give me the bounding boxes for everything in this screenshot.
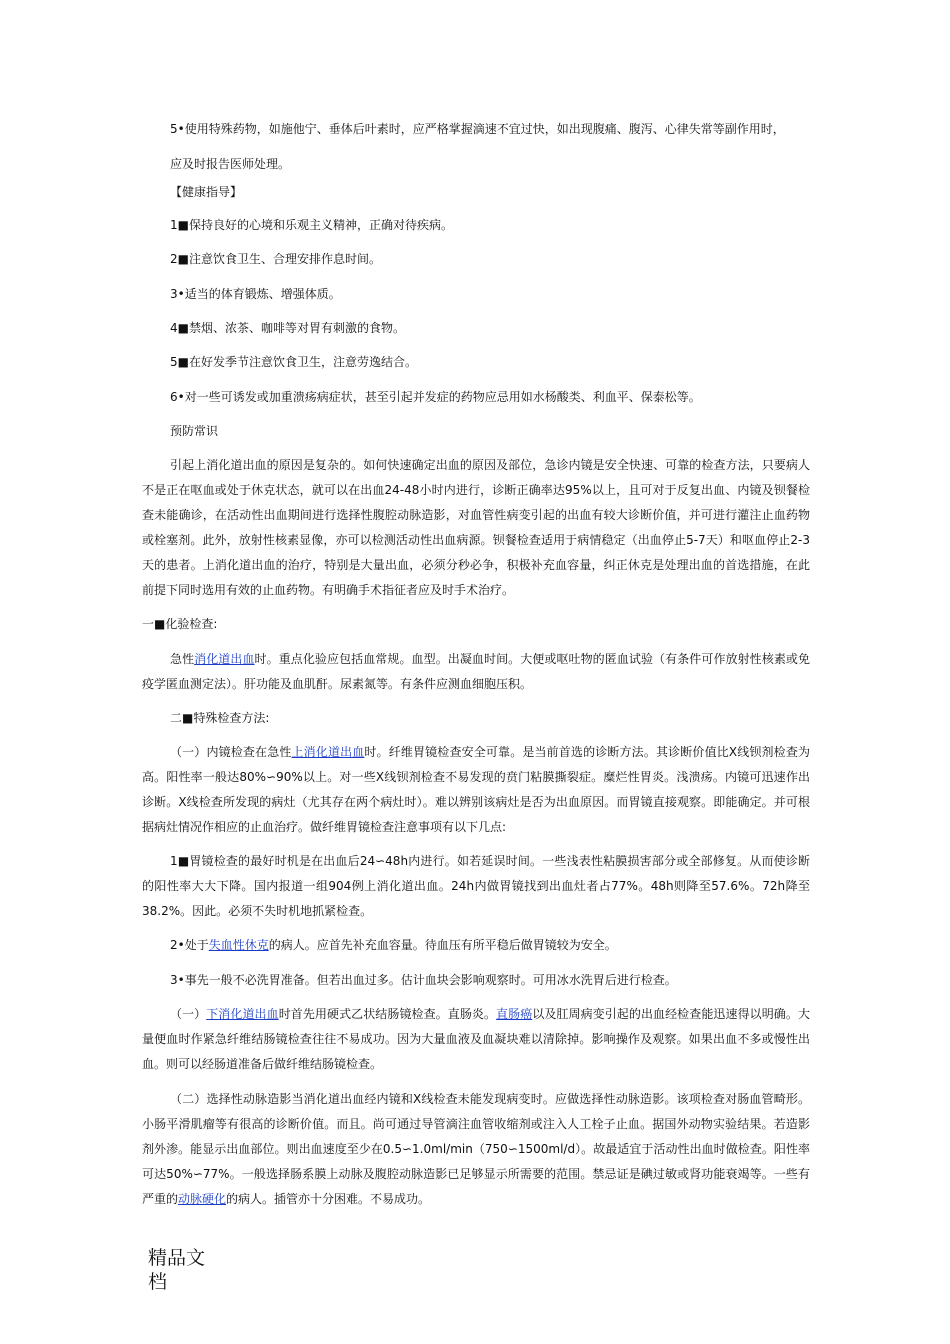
link-arteriosclerosis[interactable]: 动脉硬化 bbox=[178, 1192, 227, 1206]
footer-watermark: 精品文档 bbox=[148, 1247, 206, 1293]
link-hemorrhagic-shock[interactable]: 失血性休克 bbox=[208, 938, 269, 952]
link-rectal-cancer[interactable]: 直肠癌 bbox=[496, 1007, 533, 1021]
health-item-3: 3•适当的体育锻炼、增强体质。 bbox=[170, 287, 341, 301]
link-upper-gi-bleeding[interactable]: 上消化道出血 bbox=[291, 745, 365, 759]
note-item-2: 2•处于失血性休克的病人。应首先补充血容量。待血压有所平稳后做胃镜较为安全。 bbox=[170, 938, 617, 952]
link-digestive-bleeding[interactable]: 消化道出血 bbox=[194, 652, 255, 666]
colonoscopy-paragraph: （一）下消化道出血时首先用硬式乙状结肠镜检查。直肠炎。直肠癌以及肛周病变引起的出血经检查能迅速得以明确。大量便血时作紧急纤维结肠镜检查往往不易成功。因为大量血液及血凝块难以清除掉。影响操作及观察。如果出血不多或慢性出血。则可以经肠道准备后做纤维结肠镜检查。 bbox=[142, 1007, 810, 1071]
special-exam-heading: 二■特殊检查方法: bbox=[170, 711, 270, 725]
health-item-4: 4■禁烟、浓茶、咖啡等对胃有刺激的食物。 bbox=[170, 321, 405, 335]
prevention-heading: 预防常识 bbox=[170, 424, 219, 438]
note-item-1: 1■胃镜检查的最好时机是在出血后24∽48h内进行。如若延误时间。一些浅表性粘膜损害部分或全部修复。从而使诊断的阳性率大大下降。国内报道一组904例上消化道出血。24h内做胃镜找到出血灶者占77%。48h则降至57.6%。72h降至38.2%。因此。必须不失时机地抓紧检查。 bbox=[142, 854, 810, 918]
lab-test-heading: 一■化验检查: bbox=[142, 617, 218, 631]
health-item-6: 6•对一些可诱发或加重溃疡病症状，甚至引起并发症的药物应忌用如水杨酸类、利血平、保泰松等。 bbox=[170, 390, 701, 404]
health-item-5: 5■在好发季节注意饮食卫生，注意劳逸结合。 bbox=[170, 355, 417, 369]
endoscopy-paragraph: （一）内镜检查在急性上消化道出血时。纤维胃镜检查安全可靠。是当前首选的诊断方法。其诊断价值比X线钡剂检查为高。阳性率一般达80%∽90%以上。对一些X线钡剂检查不易发现的贲门粘膜撕裂症。糜烂性胃炎。浅溃疡。内镜可迅速作出诊断。X线检查所发现的病灶（尤其存在两个病灶时）。难以辨别该病灶是否为出血原因。而胃镜直接观察。即能确定。并可根据病灶情况作相应的止血治疗。做纤维胃镜检查注意事项有以下几点: bbox=[142, 745, 810, 834]
health-item-1: 1■保持良好的心境和乐观主义精神，正确对待疾病。 bbox=[170, 218, 453, 232]
angiography-paragraph: （二）选择性动脉造影当消化道出血经内镜和X线检查未能发现病变时。应做选择性动脉造影。该项检查对肠血管畸形。小肠平滑肌瘤等有很高的诊断价值。而且。尚可通过导管滴注血管收缩剂或注入人工栓子止血。据国外动物实验结果。若造影剂外渗。能显示出血部位。则出血速度至少在0.5∽1.0ml/min（750∽1500ml/d）。故最适宜于活动性出血时做检查。阳性率可达50%∽77%。一般选择肠系膜上动脉及腹腔动脉造影已足够显示所需要的范围。禁忌证是碘过敏或肾功能衰竭等。一些有严重的动脉硬化的病人。插管亦十分困难。不易成功。 bbox=[142, 1092, 810, 1206]
note-item-3: 3•事先一般不必洗胃准备。但若出血过多。估计血块会影响观察时。可用冰水洗胃后进行检查。 bbox=[170, 973, 677, 987]
link-lower-gi-bleeding[interactable]: 下消化道出血 bbox=[206, 1007, 279, 1021]
lab-test-paragraph: 急性消化道出血时。重点化验应包括血常规。血型。出凝血时间。大便或呕吐物的匿血试验（有条件可作放射性核素或免疫学匿血测定法）。肝功能及血肌酐。尿素氮等。有条件应测血细胞压积。 bbox=[142, 652, 810, 691]
top-item-5-line1: 5•使用特殊药物，如施他宁、垂体后叶素时，应严格掌握滴速不宜过快，如出现腹痛、腹泻、心律失常等副作用时， bbox=[170, 122, 785, 136]
health-item-2: 2■注意饮食卫生、合理安排作息时间。 bbox=[170, 252, 381, 266]
health-guidance-heading: 【健康指导】 bbox=[170, 185, 243, 199]
prevention-intro-paragraph: 引起上消化道出血的原因是复杂的。如何快速确定出血的原因及部位，急诊内镜是安全快速、可靠的检查方法，只要病人不是正在呕血或处于休克状态，就可以在出血24-48小时内进行，诊断正确率达95%以上，且可对于反复出血、内镜及钡餐检查未能确诊，在活动性出血期间进行选择性腹腔动脉造影，对血管性病变引起的出血有较大诊断价值，并可进行灌注止血药物或栓塞剂。此外，放射性核素显像，亦可以检测活动性出血病源。钡餐检查适用于病情稳定（出血停止5-7天）和呕血停止2-3天的患者。上消化道出血的治疗，特别是大量出血，必须分秒必争，积极补充血容量，纠正休克是处理出血的首选措施，在此前提下同时选用有效的止血药物。有明确手术指征者应及时手术治疗。 bbox=[142, 458, 810, 597]
top-item-5-line2: 应及时报告医师处理。 bbox=[170, 157, 291, 171]
